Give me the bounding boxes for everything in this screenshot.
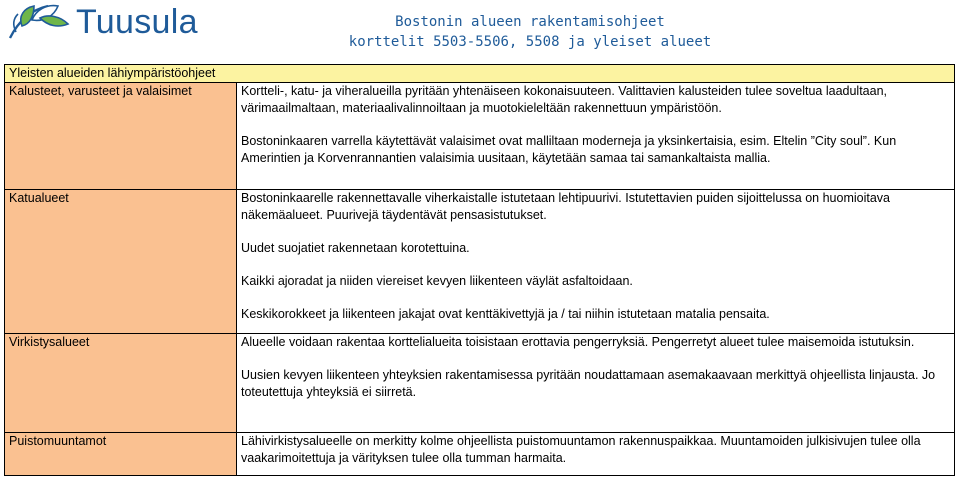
paragraph: Keskikorokkeet ja liikenteen jakajat ovat kenttäkivettyjä ja / tai niihin istutetaan matalia pensaita.	[241, 307, 770, 321]
guidelines-table	[4, 64, 955, 476]
tuusula-leaf-icon	[8, 2, 72, 42]
paragraph: Kortteli-, katu- ja viheralueilla pyritään yhtenäiseen kokonaisuuteen. Valittavien kalusteiden tulee soveltua laadultaan, värimaailmaltaan, materiaalivalinnoiltaan ja muotokieleltään rakennettuun ympäristöön.	[241, 84, 888, 115]
document-title: Bostonin alueen rakentamisohjeet	[395, 14, 665, 30]
table-row	[5, 190, 955, 334]
paragraph: Alueelle voidaan rakentaa korttelialueita toisistaan erottavia pengerryksiä. Pengerretyt alueet tulee maisemoida istutuksin.	[241, 335, 915, 349]
paragraph: Bostoninkaaren varrella käytettävät valaisimet ovat malliltaan moderneja ja yksinkertaisia, esim. Eltelin ”City soul”. Kun Amerintien ja Korvenrannantien valaisimia uusitaan, käytetään samaa tai samankaltaista mallia.	[241, 134, 897, 165]
row-content	[237, 334, 955, 433]
row-label: Kalusteet, varusteet ja valaisimet	[5, 83, 237, 190]
paragraph: Bostoninkaarelle rakennettavalle viherkaistalle istutetaan lehtipuurivi. Istutettavien puiden sijoittelussa on huomioitava näkemäalueet. Puurivejä täydentävät pensasistutukset.	[241, 191, 890, 222]
section-header-row	[5, 65, 955, 83]
paragraph: Kaikki ajoradat ja niiden viereiset kevyen liikenteen väylät asfaltoidaan.	[241, 274, 633, 288]
table-row	[5, 83, 955, 190]
row-label: Puistomuuntamot	[5, 433, 237, 476]
row-content	[237, 433, 955, 476]
row-label: Katualueet	[5, 190, 237, 334]
row-content	[237, 190, 955, 334]
row-content	[237, 83, 955, 190]
section-title: Yleisten alueiden lähiympäristöohjeet	[5, 65, 955, 83]
paragraph: Lähivirkistysalueelle on merkitty kolme ohjeellista puistomuuntamon rakennuspaikkaa. Muuntamoiden julkisivujen tulee olla vaakarimoitettuja ja värityksen tulee olla tumman harmaita.	[241, 434, 921, 465]
table-row	[5, 433, 955, 476]
document-subtitle: korttelit 5503-5506, 5508 ja yleiset alueet	[348, 34, 712, 50]
logo-text: Tuusula	[76, 3, 198, 41]
table-row	[5, 334, 955, 433]
tuusula-logo	[8, 2, 198, 42]
paragraph: Uusien kevyen liikenteen yhteyksien rakentamisessa pyritään noudattamaan asemakaavaan merkittyä ohjeellista linjausta. Jo toteutettuja yhteyksiä ei siirretä.	[241, 368, 936, 399]
row-label: Virkistysalueet	[5, 334, 237, 433]
paragraph: Uudet suojatiet rakennetaan korotettuina.	[241, 241, 470, 255]
